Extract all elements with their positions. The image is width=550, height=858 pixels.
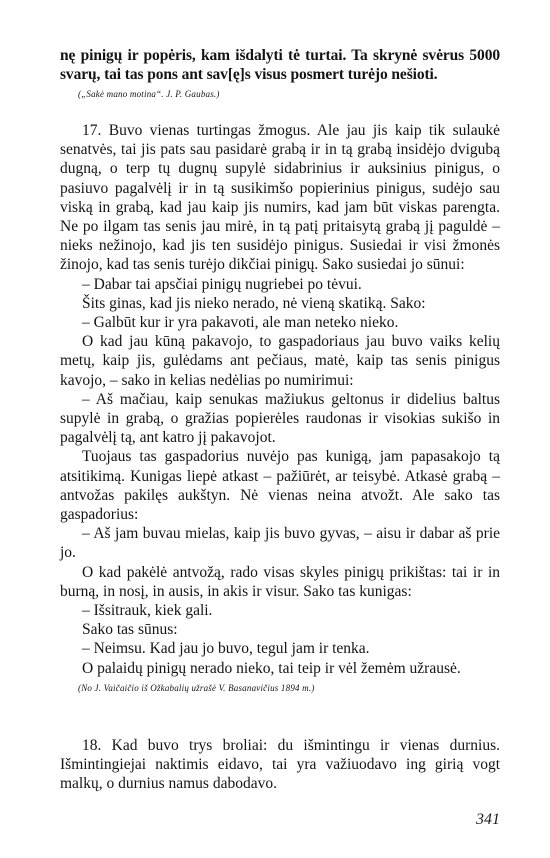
story-18: [60, 736, 500, 794]
story-dialogue-line: – Aš jam buvau mielas, kaip jis buvo gyvas, – aisu ir dabar aš prie jo.: [60, 525, 500, 562]
story-dialogue-line: – Aš mačiau, kaip senukas mažiukus geltonus ir didelius baltus supylė in grabą, o gražias popierėles raudonas ir visokias sukišo in pagalvėlį tą, ant katro jį pakavojot.: [60, 390, 500, 447]
story-paragraph: 18. Kad buvo trys broliai: du išmintingu ir vienas durnius. Išmintingiejai naktimis eidavo, tai yra važiuodavo ing girią vogt malkų, o durnius namus dabodavo.: [60, 737, 500, 793]
story-paragraph: 17. Buvo vienas turtingas žmogus. Ale jau jis kaip tik sulaukė senatvės, tai jis pats sau pasidarė grabą ir in tą grabą insidėjo dvigubą dugną, o terp tų dugnų supylė sidabrinius ir auksinius pinigus, o pasiuvo pagalvėlį ir in tą susikimšo popierinius pinigus, sudėjo sau viską in grabą, kad jau kaip jis numirs, kad jam būt viskas parengta. Ne po ilgam tas senis jau mirė, in tą patį pritaisytą grabą jį paguldė – nieks nežinojo, kad jis ten susidėjo pinigus. Susiedai ir visi žmonės žinojo, kad tas senis turėjo dikčiai pinigų. Sako susiedai jo sūnui:: [60, 122, 500, 274]
story-dialogue-line: – Galbūt kur ir yra pakavoti, ale man neteko nieko.: [82, 314, 399, 332]
story-dialogue-line: – Neimsu. Kad jau jo buvo, tegul jam ir tenka.: [82, 640, 370, 658]
story-paragraph: O kad jau kūną pakavojo, to gaspadoriaus jau buvo vaiks kelių metų, kaip jis, gulėdams ant pečiaus, matė, kaip tas senis pinigus kavojo, – sako in kelias nedėlias po numirimui:: [60, 333, 500, 389]
page-number: 341: [476, 811, 500, 828]
story-source-note: (No J. Vaičaičio iš Ožkabalių užrašė V. Basanavičius 1894 m.): [78, 682, 315, 693]
story-paragraph: O kad pakėlė antvožą, rado visas skyles pinigų prikištas: tai ir in burną, in nosį, in ausis, in akis ir visur. Sako tas kunigas:: [60, 563, 500, 600]
story-source-note: („Sakė mano motina“. J. P. Gaubas.): [78, 89, 220, 100]
continued-story-block: [60, 46, 500, 100]
story-dialogue-line: – Išsitrauk, kiek gali.: [82, 602, 213, 620]
continued-story-text: nę pinigų ir popėris, kam išdalyti tė turtai. Ta skrynė svėrus 5000 svarų, tai tas pons ant sav[ę]s visus posmert turėjo nešioti.: [60, 47, 500, 84]
story-dialogue-line: – Dabar tai apsčiai pinigų nugriebei po tėvui.: [82, 275, 362, 293]
story-17: [60, 121, 500, 694]
story-paragraph: Tuojaus tas gaspadorius nuvėjo pas kunigą, jam papasakojo tą atsitikimą. Kunigas liepė atkast – pažiūrėt, ar teisybė. Atkasė grabą – antvožas pakilęs aukštyn. Nė vienas neina atvožt. Ale sako tas gaspadorius:: [60, 448, 500, 524]
story-paragraph: O palaidų pinigų nerado nieko, tai teip ir vėl žemėm užrausė.: [82, 659, 461, 677]
story-paragraph: Šits ginas, kad jis nieko nerado, nė vieną skatiką. Sako:: [82, 294, 426, 312]
story-paragraph: Sako tas sūnus:: [82, 621, 178, 639]
